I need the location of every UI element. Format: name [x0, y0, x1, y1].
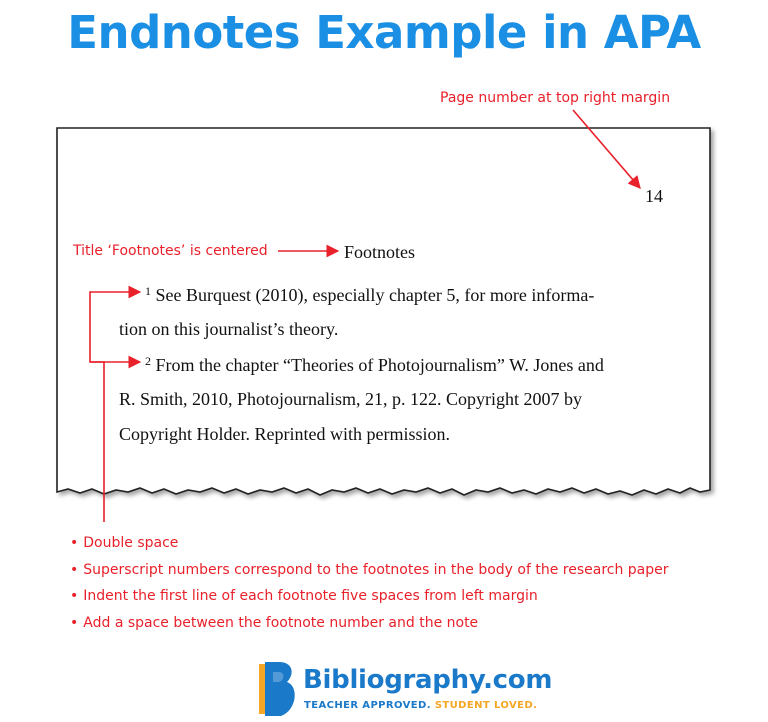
brand-tagline [304, 700, 537, 711]
brand-name: Bibliography.com [303, 665, 553, 695]
page-heading: Endnotes Example in APA [67, 6, 701, 59]
footnote-1-number: 1 [145, 284, 151, 298]
footnote-1-line-2: tion on this journalist’s theory. [119, 319, 339, 339]
footnote-2-text: From the chapter “Theories of Photojournalism” W. Jones and [155, 355, 604, 375]
page-number: 14 [645, 186, 663, 206]
bibliography-logo-icon [255, 660, 299, 718]
footnote-1-text: See Burquest (2010), especially chapter 5, for more informa- [155, 285, 595, 305]
footnote-2-line-2: R. Smith, 2010, Photojournalism, 21, p. 122. Copyright 2007 by [119, 389, 583, 409]
title-annotation: Title ‘Footnotes’ is centered [73, 243, 268, 259]
tip-item: • Double space [70, 530, 669, 557]
tagline-part-2: STUDENT LOVED. [434, 700, 538, 711]
footnote-2-number: 2 [145, 354, 151, 368]
footnote-2-line-3: Copyright Holder. Reprinted with permission. [119, 424, 450, 444]
footnote-1-line-1 [145, 284, 594, 306]
tagline-part-1: TEACHER APPROVED. [304, 700, 431, 711]
formatting-tips-list [70, 530, 669, 636]
page-number-annotation: Page number at top right margin [440, 90, 671, 106]
footnotes-title: Footnotes [344, 242, 416, 262]
tip-item: • Superscript numbers correspond to the footnotes in the body of the research paper [70, 557, 669, 584]
footnote-2-line-1 [145, 354, 604, 376]
tip-item: • Add a space between the footnote number and the note [70, 610, 669, 637]
tip-item: • Indent the first line of each footnote five spaces from left margin [70, 583, 669, 610]
